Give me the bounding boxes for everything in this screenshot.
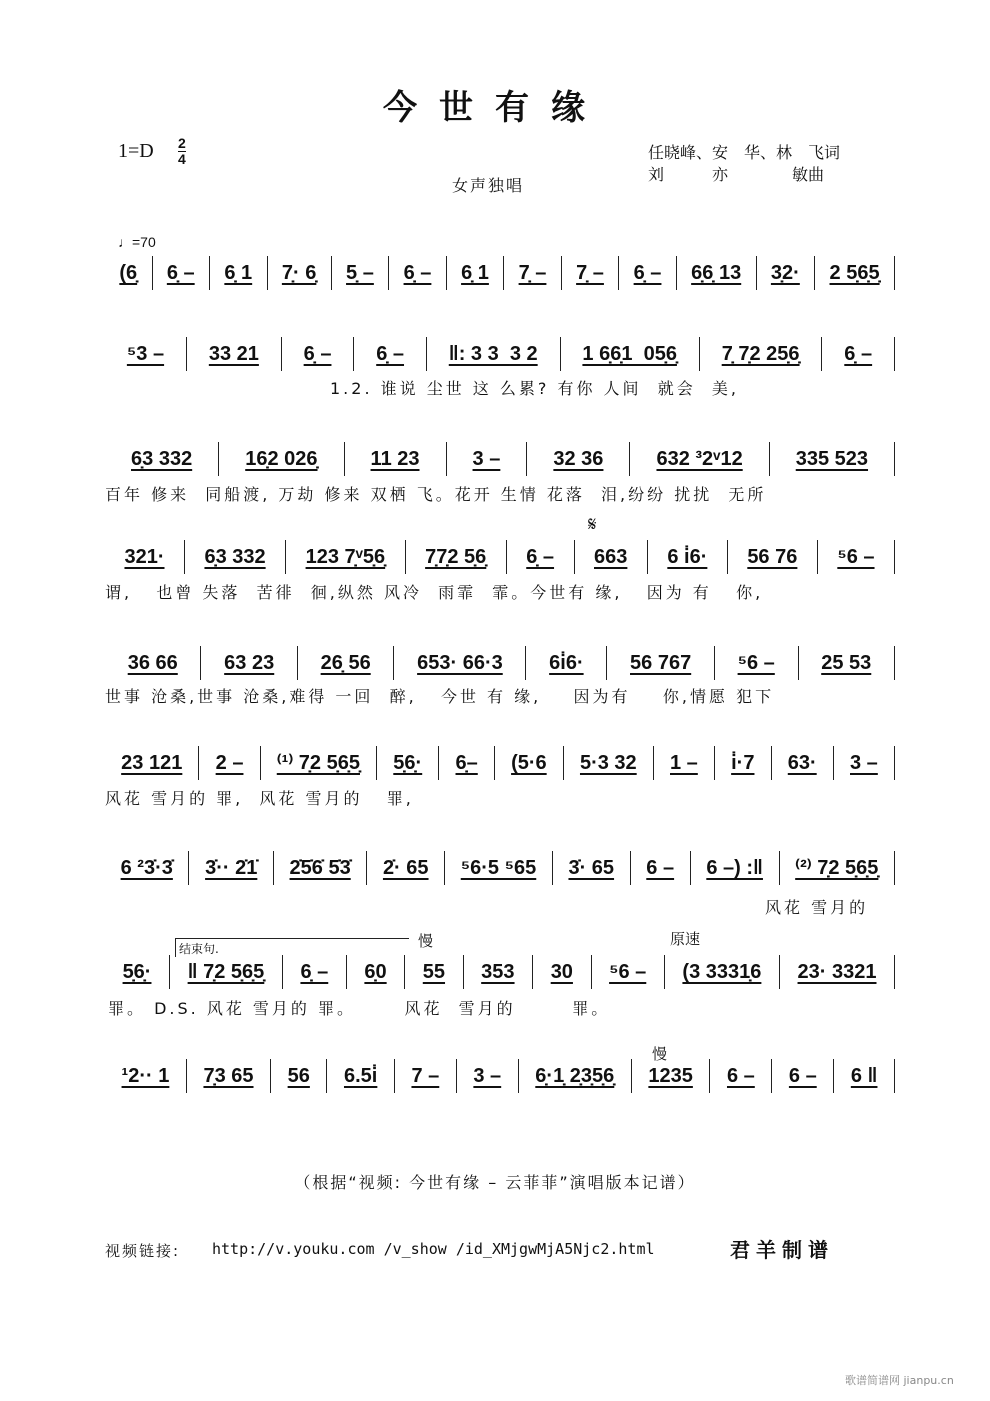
measure: 1 – (653, 746, 714, 780)
staff-line (105, 256, 895, 290)
measure: 7̣ – (503, 256, 561, 290)
measure: 5·3 32 (563, 746, 653, 780)
composer-credit: 刘 亦 敏曲 (648, 165, 825, 184)
measure: 55 (404, 955, 462, 989)
measure: 6̣ – (152, 256, 210, 290)
measure: 6̣ – (506, 540, 574, 574)
measure: 3 – (456, 1059, 518, 1093)
measure: 36 66 (127, 652, 178, 674)
measure: 16̣2 026̣ (218, 442, 343, 476)
measure: 11 23 (344, 442, 446, 476)
measure: 6̣ – (353, 337, 426, 371)
staff-line (105, 337, 895, 371)
measure: 5̣6̣· (376, 746, 438, 780)
measure: ⁵6 – (817, 540, 894, 574)
measure: 3̇· 65 (552, 851, 630, 885)
slow-mark: 慢 (418, 932, 434, 950)
measure: (6̣ (119, 262, 138, 284)
measure: 6 i̇6· (647, 540, 727, 574)
measure: 33 21 (186, 337, 281, 371)
transcriber-signature: 君羊制谱 (730, 1238, 834, 1262)
measure: 7̣3 65 (186, 1059, 270, 1093)
slow-mark-2: 慢 (652, 1045, 668, 1063)
measure: (5·6 (494, 746, 563, 780)
measure: 7̣ – (561, 256, 619, 290)
measure: 6̣ – (618, 256, 676, 290)
measure: ⁽¹⁾ 7̣2 5̣6̣5̣ (260, 746, 377, 780)
measure: ⁽²⁾ 7̣2 5̣6̣5̣ (779, 851, 894, 885)
staff-line (105, 1059, 895, 1093)
measure: ⁵6·5 ⁵65 (444, 851, 552, 885)
measure: 6̣– (438, 746, 494, 780)
lyrics-line: 谓, 也曾 失落 苦徘 徊,纵然 风冷 雨霏 霏。今世有 缘, 因为 有 你, (105, 583, 764, 602)
lyricist-credit: 任晓峰、安 华、林 飞词 (648, 143, 841, 162)
staff-line (105, 540, 895, 574)
measure: 7̣7̣2 5̣6̣ (405, 540, 506, 574)
key-signature: 1=D (118, 140, 154, 162)
measure: 7̣· 6̣ (267, 256, 331, 290)
measure: 25 53 (798, 646, 894, 680)
measure: 2 5̣6̣5̣ (814, 256, 894, 290)
time-signature (178, 136, 186, 167)
segno-mark: 𝄋 (588, 512, 597, 536)
performer-note: 女声独唱 (452, 176, 525, 195)
video-link-label: 视频链接: (105, 1242, 181, 1260)
measure: 6̣ 1 (209, 256, 267, 290)
measure: 6̣ 1 (446, 256, 504, 290)
measure: 653· 66·3 (393, 646, 525, 680)
measure: 26̣ 56 (297, 646, 393, 680)
original-tempo-mark: 原速 (670, 930, 701, 948)
measure: 30 (532, 955, 590, 989)
measure: 123 7̣ᵛ5̣6̣ (285, 540, 405, 574)
measure: 321· (124, 546, 165, 568)
measure: ⁵3 – (126, 343, 165, 365)
measure: 5̣ – (331, 256, 389, 290)
measure: 1 6̣6̣1 05̣6̣ (560, 337, 699, 371)
lyrics-line: 风花 雪月的 罪, 风花 雪月的 罪, (105, 789, 414, 808)
measure: ‖ 7̣2 5̣6̣5̣ (169, 955, 282, 989)
lyrics-line: 世事 沧桑,世事 沧桑,难得 一回 醉, 今世 有 缘, 因为有 你,情愿 犯下 (105, 687, 775, 706)
measure: 353 (463, 955, 533, 989)
measure: 6.5i̇ (326, 1059, 393, 1093)
measure: 2̇· 65 (366, 851, 444, 885)
measure: 663 (574, 540, 647, 574)
measure: 1235 (631, 1059, 710, 1093)
ending-phrase-label: 结束句. (175, 938, 409, 957)
measure: 56 (270, 1059, 326, 1093)
measure: 6 – (630, 851, 690, 885)
video-link[interactable]: http://v.youku.com /v_show /id_XMjgwMjA5Njc2.html (212, 1240, 655, 1258)
measure: 23 121 (121, 752, 183, 774)
measure: 6 ‖ (833, 1059, 894, 1093)
measure: ‖: 3 3 3 2 (426, 337, 560, 371)
staff-line (105, 955, 895, 989)
measure: 335 523 (769, 442, 894, 476)
time-signature-top: 2 (178, 135, 186, 151)
staff-line (105, 442, 895, 476)
site-watermark: 歌谱简谱网 jianpu.cn (845, 1374, 954, 1387)
measure: i̇·7 (714, 746, 771, 780)
measure: 6̣ – (821, 337, 894, 371)
measure: 6̣0 (346, 955, 404, 989)
measure: 2̇5̇6̇ 5̇3̇ (273, 851, 366, 885)
measure: ⁵6 – (591, 955, 664, 989)
measure: 6 – (771, 1059, 833, 1093)
measure: 63 23 (200, 646, 296, 680)
measure: 32 36 (526, 442, 629, 476)
measure: 632 ³2ᵛ12 (629, 442, 768, 476)
staff-line (105, 746, 895, 780)
measure: 3 – (833, 746, 894, 780)
staff-line (105, 851, 895, 885)
lyrics-line: 风花 雪月的 (765, 898, 869, 917)
measure: (3 3331̣6 (664, 955, 779, 989)
measure: 6̣·1̣ 2̣3̣5̣6̣ (518, 1059, 631, 1093)
measure: 3̣2· (756, 256, 815, 290)
measure: 6 – (709, 1059, 771, 1093)
measure: 56 76 (727, 540, 817, 574)
measure: 23· 3321 (779, 955, 894, 989)
measure: 3 – (446, 442, 527, 476)
measure: 6̣ – (281, 337, 354, 371)
measure: 6̣3 332 (184, 540, 285, 574)
measure: 6̣6̣ 13 (676, 256, 756, 290)
measure: 7 – (394, 1059, 456, 1093)
measure: 63· (771, 746, 833, 780)
measure: ¹2·· 1 (121, 1065, 170, 1087)
transcription-note: （根据“视频: 今世有缘 – 云菲菲”演唱版本记谱） (294, 1173, 696, 1192)
measure: 5̣6̣· (122, 961, 152, 983)
measure: 6i̇6· (525, 646, 606, 680)
measure: 2 – (198, 746, 259, 780)
measure: 6̣ – (388, 256, 446, 290)
lyrics-line: 1.2. 谁说 尘世 这 么累? 有你 人间 就会 美, (330, 379, 739, 398)
lyrics-line: 百年 修来 同船渡, 万劫 修来 双栖 飞。花开 生情 花落 泪,纷纷 扰扰 无所 (105, 485, 767, 504)
measure: 6̣3 332 (131, 448, 193, 470)
measure: 6̣ – (282, 955, 346, 989)
time-signature-bottom: 4 (178, 151, 186, 167)
measure: ⁵6 – (714, 646, 798, 680)
song-title: 今世有缘 (383, 88, 607, 128)
lyrics-line: 罪。 D.S. 风花 雪月的 罪。 风花 雪月的 罪。 (108, 999, 611, 1018)
measure: 6 ²3̇·3̇ (120, 857, 173, 879)
staff-line (105, 646, 895, 680)
measure: 7̣ 7̣2 25̣6̣ (699, 337, 822, 371)
measure: 3̇·· 2̇1̇ (188, 851, 272, 885)
tempo-marking: ♩=70 (118, 234, 156, 250)
measure: 56 767 (606, 646, 714, 680)
measure: 6 –) :‖ (690, 851, 779, 885)
